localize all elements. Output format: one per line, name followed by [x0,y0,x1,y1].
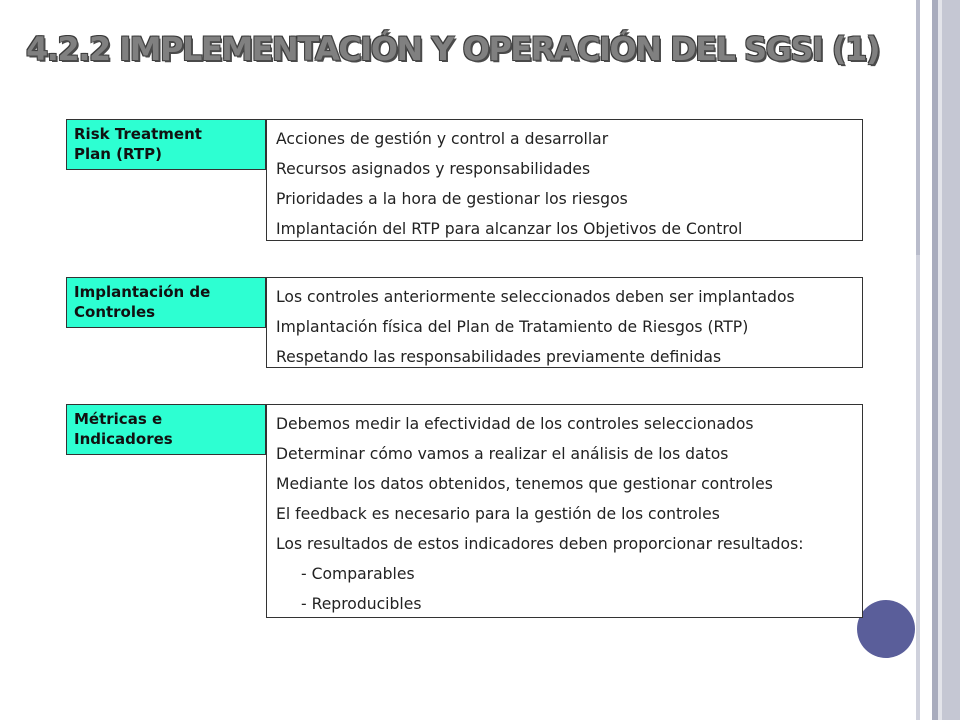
list-item: Los controles anteriormente seleccionados deben ser implantados [276,288,795,306]
decorative-circle [857,600,915,658]
list-item: El feedback es necesario para la gestión de los controles [276,505,720,523]
list-sub-item: - Comparables [301,565,415,583]
section-label [66,119,266,170]
list-item: Acciones de gestión y control a desarrollar [276,130,609,148]
section-label [66,404,266,455]
section-label-line: Indicadores [74,430,173,448]
section-content [266,277,863,368]
list-item: Los resultados de estos indicadores deben proporcionar resultados: [276,535,804,553]
list-item: Implantación del RTP para alcanzar los Objetivos de Control [276,220,743,238]
section-label-line: Risk Treatment [74,125,202,143]
section-content [266,119,863,241]
list-item: Prioridades a la hora de gestionar los riesgos [276,190,628,208]
list-sub-item: - Reproducibles [301,595,422,613]
section-content [266,404,863,618]
section-label [66,277,266,328]
decorative-border-gap [920,0,932,720]
list-item: Respetando las responsabilidades previamente definidas [276,348,722,366]
slide-title: 4.2.2 IMPLEMENTACIÓN Y OPERACIÓN DEL SGSI (1) [26,30,879,68]
list-item: Implantación física del Plan de Tratamiento de Riesgos (RTP) [276,318,749,336]
list-item: Recursos asignados y responsabilidades [276,160,591,178]
decorative-border-band [942,0,960,720]
section-label-line: Plan (RTP) [74,145,162,163]
section-label-line: Controles [74,303,156,321]
list-item: Debemos medir la efectividad de los controles seleccionados [276,415,754,433]
section-label-line: Implantación de [74,283,211,301]
list-item: Mediante los datos obtenidos, tenemos que gestionar controles [276,475,773,493]
list-item: Determinar cómo vamos a realizar el análisis de los datos [276,445,729,463]
section-label-line: Métricas e [74,410,163,428]
